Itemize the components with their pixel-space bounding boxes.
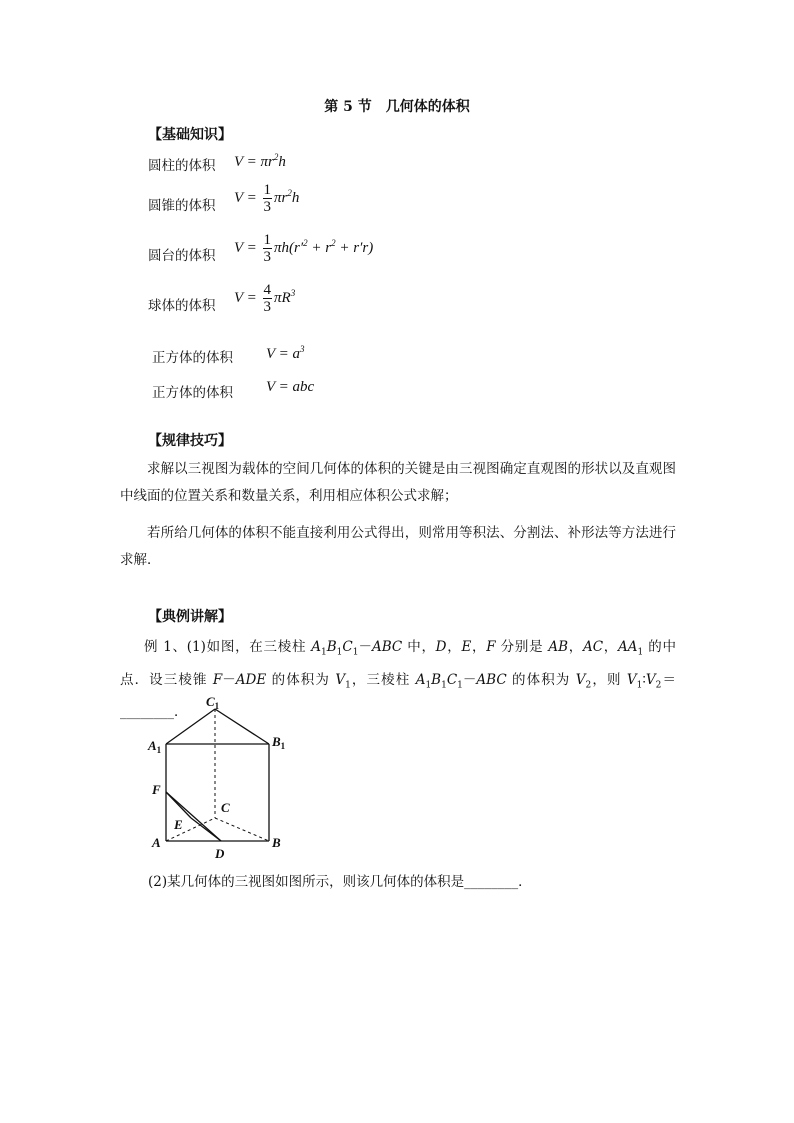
example-1-question: 例 1、(1)如图，在三棱柱 $A_1B_1C_1-ABC$ 中，D，E，F 分别是 AB，AC，$AA_1$ 的中点．设三棱锥 F－ADE 的体积为 $V_1$，三棱柱 $A_1B_1C_1-ABC$ 的体积为 $V_2$，则 $V_1∶V_2=\_\_\_\_\_\_\_\_$． (120, 639, 677, 721)
basic-knowledge-heading: 【基础知识】 (148, 127, 232, 143)
cylinder-volume-formula: $V = \pi r^2h$ (234, 152, 286, 170)
cone-volume-formula: V = $\frac{1}{3}$ $\pi r^2h$ (234, 182, 300, 215)
edge-c1-b1 (215, 709, 269, 744)
edge-c-b-hidden (215, 818, 269, 841)
frustum-volume-formula: V = $\frac{1}{3}$ $\pi h(r'^2 + r^2 + r'r)$ (234, 232, 374, 265)
tips-heading: 【规律技巧】 (148, 433, 232, 449)
edge-a1-c1 (166, 709, 215, 744)
cube-volume-label: 正方体的体积 (152, 350, 233, 366)
cube-volume-formula: $V = a^3$ (266, 344, 305, 362)
cone-volume-label: 圆锥的体积 (148, 198, 216, 214)
page-title: 第 5 节 几何体的体积 (324, 99, 470, 115)
label-a: A (152, 835, 161, 850)
prism-figure (140, 690, 300, 862)
label-a1: $A_1$ (148, 738, 162, 755)
sphere-volume-formula: V = $\frac{4}{3}$ $\pi R^3$ (234, 282, 296, 315)
label-c1: $C_1$ (206, 694, 220, 711)
tips-paragraph-1: 求解以三视图为载体的空间几何体的体积的关键是由三视图确定直观图的形状以及直观图中线面的位置关系和数量关系，利用相应体积公式求解； (120, 461, 676, 504)
label-b1: $B_1$ (272, 734, 286, 751)
examples-heading: 【典例讲解】 (148, 609, 232, 625)
edge-f-e (166, 792, 191, 818)
label-e: E (174, 817, 183, 832)
label-f: F (152, 782, 161, 797)
label-b: B (272, 835, 281, 850)
cuboid-volume-label: 正方体的体积 (152, 385, 233, 401)
label-c: C (221, 800, 230, 815)
cuboid-volume-formula: V = abc (266, 379, 315, 395)
sphere-volume-label: 球体的体积 (148, 298, 216, 314)
label-d: D (215, 846, 225, 861)
edge-e-d (191, 818, 221, 841)
example-2-question: (2)某几何体的三视图如图所示，则该几何体的体积是________． (148, 874, 532, 890)
cylinder-volume-label: 圆柱的体积 (148, 158, 216, 174)
frustum-volume-label: 圆台的体积 (148, 248, 216, 264)
tips-paragraph-2: 若所给几何体的体积不能直接利用公式得出，则常用等积法、分割法、补形法等方法进行求解． (120, 525, 676, 568)
